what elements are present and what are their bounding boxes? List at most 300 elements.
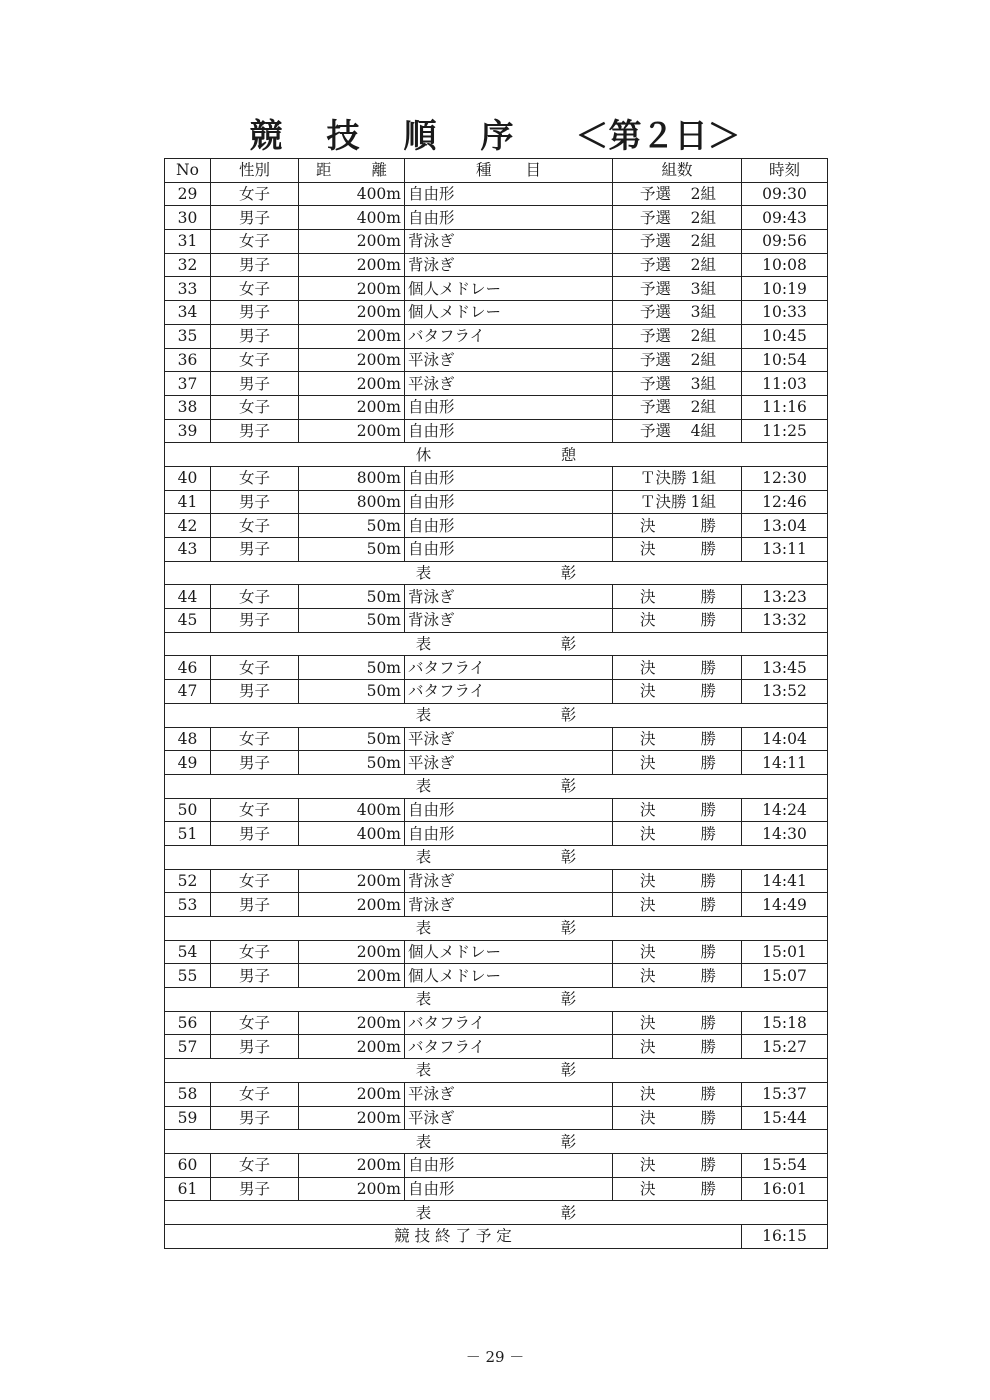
row-group: [613, 798, 742, 822]
row-group-type: 決: [640, 871, 656, 890]
row-group-count: 2組: [690, 208, 716, 227]
break-row: [165, 1059, 828, 1083]
row-sex: 女子: [211, 182, 299, 206]
row-no: 58: [165, 1082, 211, 1106]
row-group: [613, 964, 742, 988]
row-time: 14:24: [742, 798, 828, 822]
row-time: 13:45: [742, 656, 828, 680]
row-distance: 200m: [299, 301, 405, 325]
row-sex: 女子: [211, 940, 299, 964]
row-no: 42: [165, 514, 211, 538]
row-group: [613, 372, 742, 396]
row-no: 39: [165, 419, 211, 443]
row-group: [613, 230, 742, 254]
table-row: [165, 893, 828, 917]
break-cell: [165, 561, 828, 585]
row-time: 16:01: [742, 1177, 828, 1201]
row-sex: 男子: [211, 680, 299, 704]
break-cell: [165, 1201, 828, 1225]
row-no: 43: [165, 538, 211, 562]
row-event: 背泳ぎ: [405, 585, 613, 609]
row-distance: 200m: [299, 253, 405, 277]
row-time: 13:32: [742, 609, 828, 633]
row-event: 自由形: [405, 1153, 613, 1177]
row-group-count: 3組: [690, 279, 716, 298]
break-row: [165, 917, 828, 941]
row-event: 自由形: [405, 490, 613, 514]
row-group-count: 勝: [700, 587, 716, 606]
row-event: 自由形: [405, 182, 613, 206]
table-row: [165, 822, 828, 846]
header-distance-b: 離: [371, 161, 387, 180]
row-group: [613, 466, 742, 490]
row-time: 15:01: [742, 940, 828, 964]
row-time: 11:25: [742, 419, 828, 443]
row-group-count: 勝: [700, 516, 716, 535]
row-group-count: 勝: [700, 1085, 716, 1104]
row-no: 32: [165, 253, 211, 277]
row-distance: 50m: [299, 514, 405, 538]
row-event: 自由形: [405, 538, 613, 562]
row-sex: 男子: [211, 538, 299, 562]
row-group-type: 予選: [640, 350, 672, 369]
row-group-type: 決: [640, 1179, 656, 1198]
row-no: 38: [165, 395, 211, 419]
row-group: [613, 1011, 742, 1035]
row-group: [613, 656, 742, 680]
end-label: 競 技 終 了 予 定: [165, 1224, 742, 1248]
row-group: [613, 822, 742, 846]
row-time: 09:30: [742, 182, 828, 206]
row-group-count: 勝: [700, 540, 716, 559]
row-group: [613, 514, 742, 538]
row-no: 53: [165, 893, 211, 917]
row-distance: 200m: [299, 1106, 405, 1130]
row-group-type: 予選: [640, 398, 672, 417]
row-time: 15:37: [742, 1082, 828, 1106]
table-row: [165, 538, 828, 562]
header-time: 時刻: [742, 159, 828, 183]
break-cell: [165, 917, 828, 941]
row-group-count: 1組: [690, 469, 716, 488]
row-group-type: 決: [640, 1037, 656, 1056]
row-no: 60: [165, 1153, 211, 1177]
row-group-type: 決: [640, 540, 656, 559]
row-event: 自由形: [405, 798, 613, 822]
row-group: [613, 348, 742, 372]
row-sex: 女子: [211, 395, 299, 419]
row-group: [613, 940, 742, 964]
row-no: 51: [165, 822, 211, 846]
row-group-type: 決: [640, 587, 656, 606]
row-group-type: 決: [640, 1156, 656, 1175]
row-no: 40: [165, 466, 211, 490]
break-cell: [165, 703, 828, 727]
break-label-a: 表: [415, 990, 432, 1009]
row-time: 10:19: [742, 277, 828, 301]
row-group: [613, 1153, 742, 1177]
table-row: [165, 940, 828, 964]
row-time: 15:44: [742, 1106, 828, 1130]
row-event: バタフライ: [405, 1035, 613, 1059]
row-distance: 200m: [299, 230, 405, 254]
row-group: [613, 893, 742, 917]
row-group-count: 2組: [690, 350, 716, 369]
end-time: 16:15: [742, 1224, 828, 1248]
row-time: 13:11: [742, 538, 828, 562]
row-group-type: 決: [640, 966, 656, 985]
row-group-count: 3組: [690, 303, 716, 322]
table-row: [165, 680, 828, 704]
break-row: [165, 774, 828, 798]
row-event: バタフライ: [405, 324, 613, 348]
row-group: [613, 301, 742, 325]
header-distance: [299, 159, 405, 183]
row-group: [613, 253, 742, 277]
row-event: 背泳ぎ: [405, 893, 613, 917]
row-sex: 女子: [211, 798, 299, 822]
break-label-b: 彰: [560, 1132, 577, 1151]
row-sex: 女子: [211, 1153, 299, 1177]
row-group-count: 2組: [690, 398, 716, 417]
break-label-b: 彰: [560, 564, 577, 583]
schedule-table: [164, 158, 828, 1249]
row-distance: 50m: [299, 538, 405, 562]
row-distance: 50m: [299, 727, 405, 751]
break-cell: [165, 632, 828, 656]
row-group: [613, 419, 742, 443]
row-group-type: 決: [640, 729, 656, 748]
row-group-count: 3組: [690, 374, 716, 393]
break-cell: [165, 443, 828, 467]
row-time: 11:16: [742, 395, 828, 419]
title-char: 序: [480, 116, 514, 155]
row-time: 10:45: [742, 324, 828, 348]
page-number: － 29 －: [465, 1348, 525, 1366]
row-event: バタフライ: [405, 680, 613, 704]
table-row: [165, 585, 828, 609]
row-distance: 800m: [299, 466, 405, 490]
row-event: 個人メドレー: [405, 940, 613, 964]
row-group: [613, 727, 742, 751]
row-distance: 800m: [299, 490, 405, 514]
row-sex: 女子: [211, 277, 299, 301]
break-label-b: 彰: [560, 1203, 577, 1222]
row-group-type: 決: [640, 753, 656, 772]
table-row: [165, 798, 828, 822]
row-event: 平泳ぎ: [405, 727, 613, 751]
row-no: 35: [165, 324, 211, 348]
break-label-b: 彰: [560, 1061, 577, 1080]
row-no: 31: [165, 230, 211, 254]
row-distance: 200m: [299, 372, 405, 396]
table-row: [165, 490, 828, 514]
row-event: バタフライ: [405, 1011, 613, 1035]
row-distance: 400m: [299, 822, 405, 846]
row-time: 09:43: [742, 206, 828, 230]
row-group-count: 1組: [690, 492, 716, 511]
page-title: [0, 113, 990, 159]
table-row: [165, 1082, 828, 1106]
row-no: 52: [165, 869, 211, 893]
row-group: [613, 277, 742, 301]
row-sex: 女子: [211, 869, 299, 893]
row-sex: 男子: [211, 324, 299, 348]
row-distance: 50m: [299, 609, 405, 633]
table-row: [165, 182, 828, 206]
row-event: 個人メドレー: [405, 301, 613, 325]
title-char: 順: [403, 116, 437, 155]
row-group-count: 2組: [690, 185, 716, 204]
row-distance: 200m: [299, 1082, 405, 1106]
table-row: [165, 348, 828, 372]
row-no: 47: [165, 680, 211, 704]
row-distance: 400m: [299, 798, 405, 822]
row-event: 自由形: [405, 1177, 613, 1201]
row-sex: 女子: [211, 514, 299, 538]
break-label-a: 表: [415, 635, 432, 654]
break-cell: [165, 845, 828, 869]
row-group: [613, 538, 742, 562]
table-row: [165, 395, 828, 419]
row-distance: 200m: [299, 395, 405, 419]
table-row: [165, 230, 828, 254]
row-time: 14:30: [742, 822, 828, 846]
row-group-count: 4組: [690, 421, 716, 440]
row-group-type: 決: [640, 800, 656, 819]
header-group: 組数: [613, 159, 742, 183]
break-label-a: 表: [415, 706, 432, 725]
break-label-a: 表: [415, 1061, 432, 1080]
row-sex: 女子: [211, 1082, 299, 1106]
break-row: [165, 632, 828, 656]
title-day: ＜第２日＞: [575, 116, 741, 155]
header-no: No: [165, 159, 211, 183]
row-event: 平泳ぎ: [405, 751, 613, 775]
row-group-type: 予選: [640, 279, 672, 298]
header-event: [405, 159, 613, 183]
row-no: 30: [165, 206, 211, 230]
header-event-a: 種: [476, 161, 492, 180]
break-row: [165, 1130, 828, 1154]
header-event-b: 目: [525, 161, 541, 180]
break-label-a: 表: [415, 777, 432, 796]
row-sex: 男子: [211, 964, 299, 988]
row-group-count: 2組: [690, 256, 716, 275]
row-distance: 200m: [299, 964, 405, 988]
row-group-type: 決: [640, 1108, 656, 1127]
table-header-row: [165, 159, 828, 183]
break-row: [165, 703, 828, 727]
table-row: [165, 372, 828, 396]
row-distance: 200m: [299, 277, 405, 301]
break-label-b: 彰: [560, 919, 577, 938]
row-group: [613, 1177, 742, 1201]
row-distance: 200m: [299, 893, 405, 917]
break-label-a: 表: [415, 564, 432, 583]
row-group-count: 勝: [700, 800, 716, 819]
row-group-type: 決: [640, 943, 656, 962]
break-label-b: 彰: [560, 990, 577, 1009]
end-row: [165, 1224, 828, 1248]
break-cell: [165, 1130, 828, 1154]
row-group: [613, 1082, 742, 1106]
row-group: [613, 869, 742, 893]
row-no: 34: [165, 301, 211, 325]
row-distance: 200m: [299, 324, 405, 348]
break-label-a: 表: [415, 1203, 432, 1222]
row-sex: 男子: [211, 206, 299, 230]
row-group-type: 決: [640, 682, 656, 701]
row-sex: 男子: [211, 609, 299, 633]
row-sex: 男子: [211, 1106, 299, 1130]
row-no: 41: [165, 490, 211, 514]
row-time: 15:54: [742, 1153, 828, 1177]
row-time: 10:08: [742, 253, 828, 277]
title-char: 技: [326, 116, 360, 155]
row-distance: 400m: [299, 182, 405, 206]
break-row: [165, 988, 828, 1012]
row-no: 50: [165, 798, 211, 822]
row-group-type: 決: [640, 824, 656, 843]
row-sex: 女子: [211, 585, 299, 609]
row-group-count: 勝: [700, 658, 716, 677]
row-time: 11:03: [742, 372, 828, 396]
title-char: 競: [249, 116, 283, 155]
row-event: バタフライ: [405, 656, 613, 680]
row-event: 平泳ぎ: [405, 1082, 613, 1106]
row-sex: 男子: [211, 372, 299, 396]
break-row: [165, 443, 828, 467]
row-time: 13:23: [742, 585, 828, 609]
table-row: [165, 419, 828, 443]
break-label-a: 表: [415, 1132, 432, 1151]
row-sex: 女子: [211, 1011, 299, 1035]
row-group: [613, 585, 742, 609]
row-time: 14:49: [742, 893, 828, 917]
row-sex: 男子: [211, 419, 299, 443]
row-distance: 50m: [299, 680, 405, 704]
row-group: [613, 680, 742, 704]
row-event: 自由形: [405, 395, 613, 419]
row-no: 46: [165, 656, 211, 680]
table-row: [165, 727, 828, 751]
break-label-b: 彰: [560, 635, 577, 654]
row-no: 44: [165, 585, 211, 609]
row-sex: 女子: [211, 230, 299, 254]
row-distance: 200m: [299, 419, 405, 443]
table-row: [165, 277, 828, 301]
row-sex: 男子: [211, 490, 299, 514]
break-row: [165, 561, 828, 585]
row-distance: 50m: [299, 751, 405, 775]
row-group: [613, 609, 742, 633]
row-group-count: 勝: [700, 895, 716, 914]
row-event: 背泳ぎ: [405, 253, 613, 277]
row-distance: 200m: [299, 1177, 405, 1201]
row-group-count: 勝: [700, 753, 716, 772]
row-group-type: 予選: [640, 185, 672, 204]
row-group-type: 予選: [640, 327, 672, 346]
row-distance: 200m: [299, 348, 405, 372]
row-sex: 男子: [211, 253, 299, 277]
row-sex: 男子: [211, 1177, 299, 1201]
row-group-count: 勝: [700, 824, 716, 843]
row-time: 13:52: [742, 680, 828, 704]
header-distance-a: 距: [316, 161, 332, 180]
row-no: 56: [165, 1011, 211, 1035]
break-cell: [165, 1059, 828, 1083]
row-sex: 男子: [211, 893, 299, 917]
row-group-count: 勝: [700, 1037, 716, 1056]
row-sex: 男子: [211, 751, 299, 775]
row-no: 61: [165, 1177, 211, 1201]
row-group-type: 決: [640, 516, 656, 535]
table-row: [165, 1011, 828, 1035]
row-time: 15:27: [742, 1035, 828, 1059]
break-row: [165, 845, 828, 869]
row-sex: 女子: [211, 727, 299, 751]
row-no: 57: [165, 1035, 211, 1059]
row-group-count: 勝: [700, 1179, 716, 1198]
row-group: [613, 395, 742, 419]
row-group-count: 勝: [700, 966, 716, 985]
row-no: 59: [165, 1106, 211, 1130]
row-event: 自由形: [405, 206, 613, 230]
row-group-type: 予選: [640, 208, 672, 227]
row-group: [613, 1035, 742, 1059]
break-label-a: 表: [415, 848, 432, 867]
row-sex: 男子: [211, 822, 299, 846]
row-group-count: 勝: [700, 871, 716, 890]
row-group: [613, 490, 742, 514]
table-row: [165, 466, 828, 490]
table-row: [165, 1035, 828, 1059]
break-label-b: 彰: [560, 777, 577, 796]
row-time: 12:30: [742, 466, 828, 490]
row-group-type: 決: [640, 1085, 656, 1104]
row-no: 49: [165, 751, 211, 775]
row-time: 14:04: [742, 727, 828, 751]
row-group-count: 勝: [700, 682, 716, 701]
row-group: [613, 206, 742, 230]
break-label-a: 休: [415, 445, 432, 464]
row-sex: 男子: [211, 1035, 299, 1059]
table-row: [165, 324, 828, 348]
row-event: 自由形: [405, 466, 613, 490]
table-row: [165, 253, 828, 277]
table-row: [165, 656, 828, 680]
row-time: 13:04: [742, 514, 828, 538]
row-group: [613, 324, 742, 348]
row-group-count: 勝: [700, 1108, 716, 1127]
row-event: 平泳ぎ: [405, 372, 613, 396]
row-time: 15:07: [742, 964, 828, 988]
table-row: [165, 869, 828, 893]
row-time: 12:46: [742, 490, 828, 514]
row-group-count: 勝: [700, 729, 716, 748]
row-group-count: 2組: [690, 232, 716, 251]
row-group-count: 2組: [690, 327, 716, 346]
row-group-type: 予選: [640, 232, 672, 251]
row-event: 個人メドレー: [405, 964, 613, 988]
row-no: 29: [165, 182, 211, 206]
row-group-type: 予選: [640, 256, 672, 275]
row-time: 14:41: [742, 869, 828, 893]
row-group: [613, 182, 742, 206]
table-row: [165, 1177, 828, 1201]
row-sex: 女子: [211, 348, 299, 372]
